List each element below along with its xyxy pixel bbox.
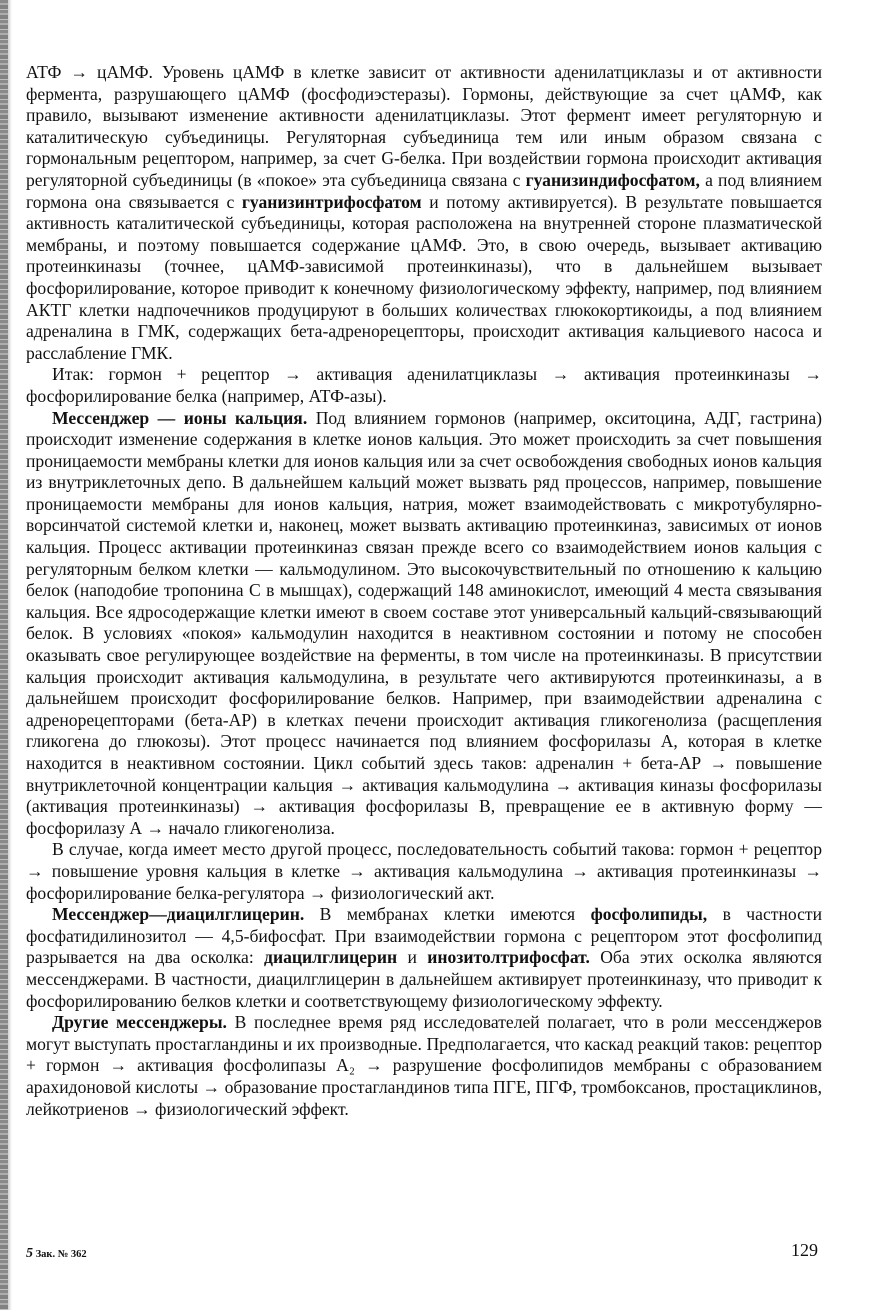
paragraph [26, 408, 822, 840]
bold-term: фосфолипиды, [590, 904, 708, 925]
bold-term: гуанизиндифосфатом, [525, 169, 700, 190]
paragraph [26, 904, 822, 1012]
text-run: а под влиянием гормона она связывается с [26, 169, 822, 212]
text-run: в частности фосфатидилинозитол — 4,5-бифосфат. При взаимодействии гормона с рецептором этот фосфолипид разрывается на два осколка: [26, 904, 823, 968]
page-body [26, 62, 822, 1120]
page-footer [26, 1240, 822, 1266]
printer-signature [26, 1246, 87, 1262]
scan-shadow-gradient [8, 0, 12, 1310]
paragraph [26, 364, 822, 407]
text-run: АТФ → цАМФ. Уровень цАМФ в клетке зависит от активности аденилатциклазы и от активности фермента, разрушающего цАМФ (фосфодиэстеразы). Гормоны, действующие за счет цАМФ, как правило, вызывают изменение активности аденилатциклазы. Этот фермент имеет регуляторную и каталитическую субъединицы. Регуляторная субъединица тем или иным образом связана с гормональным рецептором, например, за счет G-белка. При воздействии гормона происходит активация регуляторной субъединицы (в «покое» эта субъединица связана с [26, 62, 822, 190]
text-run: Под влиянием гормонов (например, окситоцина, АДГ, гастрина) происходит изменение содержания в клетке ионов кальция. Это может происходить за счет повышения проницаемости мембраны клетки для ионов кальция или за счет освобождения свободных ионов кальция из внутриклеточных депо. В дальнейшем кальций может вызвать ряд процессов, например, повышение проницаемости мембраны для ионов кальция, натрия, может взаимодействовать с микротубулярно-ворсинчатой системой клетки и, наконец, может вызвать активацию протеинкиназ, зависимых от ионов кальция. Процесс активации протеинкиназ связан прежде всего со взаимодействием ионов кальция с регуляторным белком клетки — кальмодулином. Это высокочувствительный по отношению к кальцию белок (наподобие тропонина С в мышцах), содержащий 148 аминокислот, имеющий 4 места связывания кальция. Все ядросодержащие клетки имеют в своем составе этот универсальный кальций-связывающий белок. В условиях «покоя» кальмодулин находится в неактивном состоянии и потому не способен оказывать свое регулирующее воздействие на ферменты, в том числе на протеинкиназы. В присутствии кальция происходит активация кальмодулина, в результате чего активируются протеинкиназы, а в дальнейшем происходит фосфорилирование белков. Например, при взаимодействии адреналина с адренорецепторами (бета-АР) в клетках печени происходит активация гликогенолиза (расщепления гликогена до глюкозы). Этот процесс начинается под влиянием фосфорилазы А, которая в клетке находится в неактивном состоянии. Цикл событий здесь таков: адреналин + бета-АР → повышение внутриклеточной концентрации кальция → активация кальмодулина → активация киназы фосфорилазы (активация протеинкиназы) → активация фосфорилазы В, превращение ее в активную форму — фосфорилазу А → начало гликогенолиза. [26, 407, 822, 838]
page-number: 129 [791, 1240, 818, 1260]
bold-term: гуанизинтрифосфатом [241, 191, 422, 212]
text-run: В мембранах клетки имеются [304, 904, 591, 925]
paragraph [26, 1012, 822, 1120]
bold-term: Другие мессенджеры. [52, 1012, 227, 1033]
signature-number: 5 [26, 1246, 33, 1261]
text-run: В последнее время ряд исследователей полагает, что в роли мессенджеров могут выступать простагландины и их производные. Предполагается, что каскад реакций таков: рецептор + гормон → активация фосфолипазы А₂ → разрушение фосфолипидов мембраны с образованием арахидоновой кислоты → образование простагландинов типа ПГЕ, ПГФ, тромбоксанов, простациклинов, лейкотриенов → физиологический эффект. [26, 1012, 822, 1119]
text-run: Оба этих осколка являются мессенджерами. В частности, диацилглицерин в дальнейшем активирует протеинкиназу, что приводит к фосфорилированию белков клетки и соответствующему физиологическому эффекту. [26, 947, 822, 1011]
bold-term: Мессенджер — ионы кальция. [52, 407, 308, 428]
signature-order: Зак. № 362 [35, 1249, 87, 1260]
paragraph [26, 62, 822, 364]
paragraph [26, 839, 822, 904]
bold-term: инозитолтрифосфат. [427, 947, 590, 968]
text-run: В случае, когда имеет место другой процесс, последовательность событий такова: гормон + рецептор → повышение уровня кальция в клетке → активация кальмодулина → активация протеинкиназы → фосфорилирование белка-регулятора → физиологический акт. [26, 839, 822, 903]
text-run: и [397, 947, 428, 968]
text-run: Итак: гормон + рецептор → активация аденилатциклазы → активация протеинкиназы → фосфорилирование белка (например, АТФ-азы). [26, 364, 822, 406]
text-run: и потому активируется). В результате повышается активность каталитической субъединицы, которая расположена на внутренней стороне плазматической мембраны, и поэтому повышается содержание цАМФ. Это, в свою очередь, вызывает активацию протеинкиназы (точнее, цАМФ-зависимой протеинкиназы), что в дальнейшем вызывает фосфорилирование, которое приводит к конечному физиологическому эффекту, например, под влиянием АКТГ клетки надпочечников продуцируют в больших количествах глюкокортикоиды, а под влиянием адреналина в ГМК, содержащих бета-адренорецепторы, происходит активация кальциевого насоса и расслабление ГМК. [26, 191, 822, 363]
scan-shadow-edge [0, 0, 8, 1310]
bold-term: диацилглицерин [264, 947, 398, 968]
bold-term: Мессенджер—диацилглицерин. [52, 904, 305, 925]
